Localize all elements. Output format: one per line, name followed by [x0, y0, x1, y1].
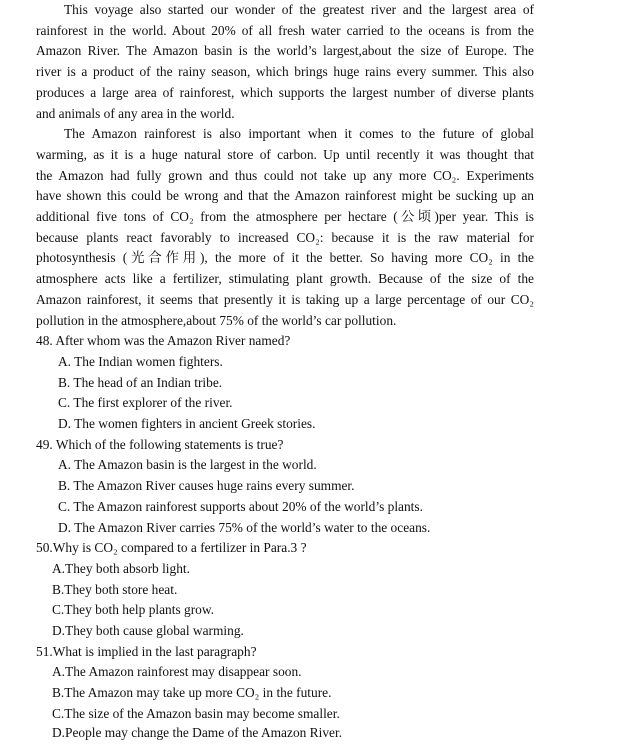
answer-option: A.The Amazon rainforest may disappear soon. — [52, 664, 302, 680]
passage-line: have shown this could be wrong and that the Amazon rainforest might be sucking up an — [36, 188, 534, 204]
answer-option: B. The head of an Indian tribe. — [58, 374, 223, 390]
passage-line: This voyage also started our wonder of the greatest river and the largest area of — [64, 2, 534, 17]
answer-option: B. The Amazon River causes huge rains every summer. — [58, 478, 355, 494]
passage-line: rainforest in the world. About 20% of all fresh water carried to the oceans is from the — [36, 22, 534, 38]
passage-line: The Amazon rainforest is also important when it comes to the future of global — [64, 126, 534, 142]
answer-option: B.They both store heat. — [52, 581, 178, 597]
answer-option: D. The Amazon River carries 75% of the world’s water to the oceans. — [58, 519, 431, 535]
passage-line: produces a large area of rainforest, which supports the largest number of diverse plants — [36, 84, 534, 100]
passage-line: river is a product of the rainy season, which brings huge rains every summer. This also — [36, 64, 534, 80]
answer-option: C.The size of the Amazon basin may become smaller. — [52, 705, 340, 721]
passage-line: photosynthesis (光合作用), the more of it the better. So having more CO₂ in the — [36, 250, 534, 266]
answer-option: A.They both absorb light. — [52, 560, 190, 576]
passage-line: Amazon River. The Amazon basin is the world’s largest,about the size of Europe. The — [36, 43, 534, 59]
question-stem: 48. After whom was the Amazon River named? — [36, 333, 291, 349]
passage-line: Amazon rainforest, it seems that presently it is taking up a large percentage of our CO₂ — [36, 291, 534, 307]
answer-option: C. The first explorer of the river. — [58, 395, 233, 411]
passage-line: because plants react favorably to increased CO₂: because it is the raw material for — [36, 229, 534, 245]
answer-option: B.The Amazon may take up more CO₂ in the future. — [52, 685, 332, 701]
passage-line: pollution in the atmosphere,about 75% of the world’s car pollution. — [36, 312, 397, 328]
passage-line: additional five tons of CO₂ from the atmosphere per hectare (公顷)per year. This is — [36, 209, 534, 224]
answer-option: D. The women fighters in ancient Greek stories. — [58, 416, 316, 431]
passage-line: the Amazon had fully grown and thus could not take up any more CO₂. Experiments — [36, 167, 534, 183]
answer-option: C. The Amazon rainforest supports about 20% of the world’s plants. — [58, 498, 423, 514]
passage-line: atmosphere acts like a fertilizer, stimulating plant growth. Because of the size of the — [36, 271, 534, 287]
question-stem: 49. Which of the following statements is true? — [36, 436, 284, 452]
question-stem: 51.What is implied in the last paragraph? — [36, 643, 257, 659]
answer-option: C.They both help plants grow. — [52, 602, 215, 618]
answer-option: D.People may change the Dame of the Amazon River. — [52, 725, 343, 740]
passage-line: warming, as it is a huge natural store of carbon. Up until recently it was thought that — [36, 146, 534, 162]
passage-line: and animals of any area in the world. — [36, 105, 235, 121]
answer-option: A. The Indian women fighters. — [58, 353, 223, 369]
answer-option: D.They both cause global warming. — [52, 623, 244, 638]
question-stem: 50.Why is CO₂ compared to a fertilizer in Para.3 ? — [36, 540, 307, 556]
answer-option: A. The Amazon basin is the largest in the world. — [58, 457, 317, 473]
